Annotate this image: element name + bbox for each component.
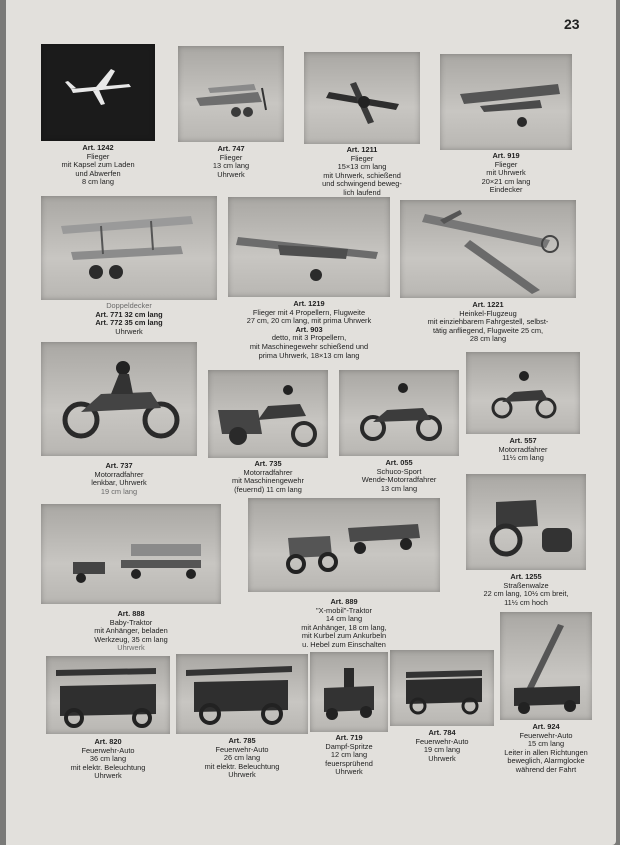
caption-art-771: Doppeldecker Art. 771 32 cm lang Art. 772 35 cm lang Uhrwerk	[95, 301, 163, 336]
photo-art-747	[178, 46, 284, 142]
fire-truck-icon	[390, 650, 494, 726]
plane-icon	[400, 200, 576, 298]
plane-icon	[41, 44, 155, 141]
photo-art-785	[176, 654, 308, 734]
caption-art-919: Art. 919 Flieger mit Uhrwerk 20×21 cm lang Eindecker	[481, 151, 531, 195]
caption-art-735: Art. 735 Motorradfahrer mit Maschinengewehr (feuernd) 11 cm lang	[232, 459, 304, 494]
caption-art-784: Art. 784 Feuerwehr-Auto 19 cm lang Uhrwerk	[415, 728, 469, 763]
photo-art-889	[248, 498, 440, 592]
fire-truck-icon	[176, 654, 308, 734]
caption-art-1255: Art. 1255 Straßenwalze 22 cm lang, 10½ cm breit, 11½ cm hoch	[483, 572, 569, 607]
photo-art-1242	[41, 44, 155, 141]
plane-icon	[228, 197, 390, 297]
motorcycle-icon	[41, 342, 197, 456]
tractor-icon	[248, 498, 440, 592]
photo-art-784	[390, 650, 494, 726]
caption-art-557: Art. 557 Motorradfahrer 11½ cm lang	[498, 436, 548, 463]
caption-art-888: Art. 888 Baby-Traktor mit Anhänger, beladen Werkzeug, 35 cm lang Uhrwerk	[94, 609, 168, 653]
photo-art-735	[208, 370, 328, 458]
caption-art-747: Art. 747 Flieger 13 cm lang Uhrwerk	[212, 144, 250, 179]
fire-truck-icon	[46, 656, 170, 734]
photo-art-1211	[304, 52, 420, 144]
catalog-page	[6, 0, 616, 845]
photo-art-924	[500, 612, 592, 720]
ladder-truck-icon	[500, 612, 592, 720]
caption-art-924: Art. 924 Feuerwehr-Auto 15 cm lang Leiter in allen Richtungen beweglich, Alarmglocke während der Fahrt	[504, 722, 588, 774]
caption-art-820: Art. 820 Feuerwehr-Auto 36 cm lang mit elektr. Beleuchtung Uhrwerk	[70, 737, 146, 781]
photo-art-557	[466, 352, 580, 434]
photo-art-820	[46, 656, 170, 734]
photo-art-771	[41, 196, 217, 300]
tractor-icon	[41, 504, 221, 604]
plane-icon	[304, 52, 420, 144]
biplane-icon	[41, 196, 217, 300]
caption-art-719: Art. 719 Dampf-Spritze 12 cm lang feuersprühend Uhrwerk	[325, 733, 373, 777]
caption-art-055: Art. 055 Schuco-Sport Wende-Motorradfahrer 13 cm lang	[361, 458, 437, 493]
photo-art-1221	[400, 200, 576, 298]
page-number: 23	[564, 16, 580, 32]
caption-art-1219: Art. 1219 Flieger mit 4 Propellern, Flugweite 27 cm, 20 cm lang, mit prima Uhrwerk Art. 903 detto, mit 3 Propellern, mit Maschinegewehr schießend und prima Uhrwerk, 18×13 cm lang	[246, 299, 372, 360]
motorcycle-icon	[466, 352, 580, 434]
caption-art-1221: Art. 1221 Heinkel-Flugzeug mit einziehbarem Fahrgestell, selbst- tätig anfliegend, Flugweite 25 cm, 28 cm lang	[427, 300, 549, 344]
plane-icon	[178, 46, 284, 142]
photo-art-055	[339, 370, 459, 456]
photo-art-1255	[466, 474, 586, 570]
caption-art-785: Art. 785 Feuerwehr-Auto 26 cm lang mit elektr. Beleuchtung Uhrwerk	[204, 736, 280, 780]
caption-art-737: Art. 737 Motorradfahrer lenkbar, Uhrwerk 19 cm lang	[91, 461, 147, 496]
caption-art-1242: Art. 1242 Flieger mit Kapsel zum Laden und Abwerfen 8 cm lang	[61, 143, 135, 187]
plane-icon	[440, 54, 572, 150]
photo-art-1219	[228, 197, 390, 297]
motorcycle-sidecar-icon	[208, 370, 328, 458]
caption-art-889: Art. 889 "X-mobil"-Traktor 14 cm lang mit Anhänger, 18 cm lang, mit Kurbel zum Ankurbeln u. Hebel zum Einschalten	[301, 597, 387, 649]
photo-art-737	[41, 342, 197, 456]
photo-art-888	[41, 504, 221, 604]
caption-art-1211: Art. 1211 Flieger 15×13 cm lang mit Uhrwerk, schießend und schwingend beweg- lich laufend	[322, 145, 402, 197]
steam-pump-icon	[310, 652, 388, 732]
photo-art-919	[440, 54, 572, 150]
steamroller-icon	[466, 474, 586, 570]
motorcycle-icon	[339, 370, 459, 456]
photo-art-719	[310, 652, 388, 732]
